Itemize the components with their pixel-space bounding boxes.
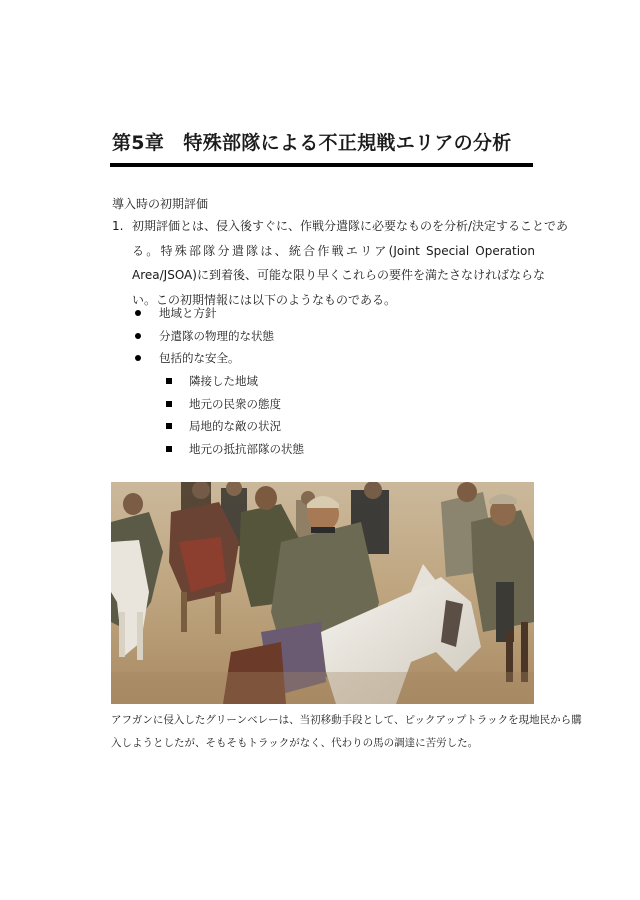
chapter-title: 第5章 特殊部隊による不正規戦エリアの分析: [112, 132, 512, 154]
paragraph-line: 初期評価とは、侵入後すぐに、作戦分遣隊に必要なものを分析/決定することであ: [132, 219, 569, 233]
list-item-text: 包括的な安全。: [159, 351, 240, 365]
square-bullet-icon: [166, 423, 172, 429]
bullet-dot-icon: [135, 333, 141, 339]
list-item-text: 分遣隊の物理的な状態: [159, 328, 274, 343]
sub-list-item-text: 局地的な敵の状況: [189, 419, 281, 433]
bullet-dot-icon: [135, 355, 141, 361]
photo-caption: [111, 709, 582, 755]
sub-list-item-text: 地元の民衆の態度: [189, 396, 281, 411]
section-heading: 導入時の初期評価: [112, 197, 209, 211]
caption-line: アフガンに侵入したグリーンベレーは、当初移動手段として、ピックアップトラックを現地民から購: [111, 714, 582, 726]
paragraph-line: い。この初期情報には以下のようなものである。: [132, 292, 397, 307]
caption-line: 入しようとしたが、そもそもトラックがなく、代わりの馬の調達に苦労した。: [111, 737, 479, 749]
sub-list-item-text: 隣接した地域: [189, 374, 258, 388]
paragraph-line: Area/JSOA)に到着後、可能な限り早くこれらの要件を満たさなければならな: [132, 268, 545, 282]
paragraph-number: 1.: [112, 219, 124, 233]
photo-horsemen: [111, 482, 534, 704]
title-underline: [110, 163, 533, 167]
bullet-dot-icon: [135, 310, 141, 316]
paragraph-line: る。特殊部隊分遣隊は、統合作戦エリア(Joint Special Operation: [132, 243, 535, 258]
sub-list-item-text: 地元の抵抗部隊の状態: [189, 441, 304, 456]
square-bullet-icon: [166, 378, 172, 384]
square-bullet-icon: [166, 446, 172, 452]
paragraph-body: [132, 214, 569, 312]
square-bullet-icon: [166, 401, 172, 407]
list-item-text: 地域と方針: [159, 306, 217, 320]
